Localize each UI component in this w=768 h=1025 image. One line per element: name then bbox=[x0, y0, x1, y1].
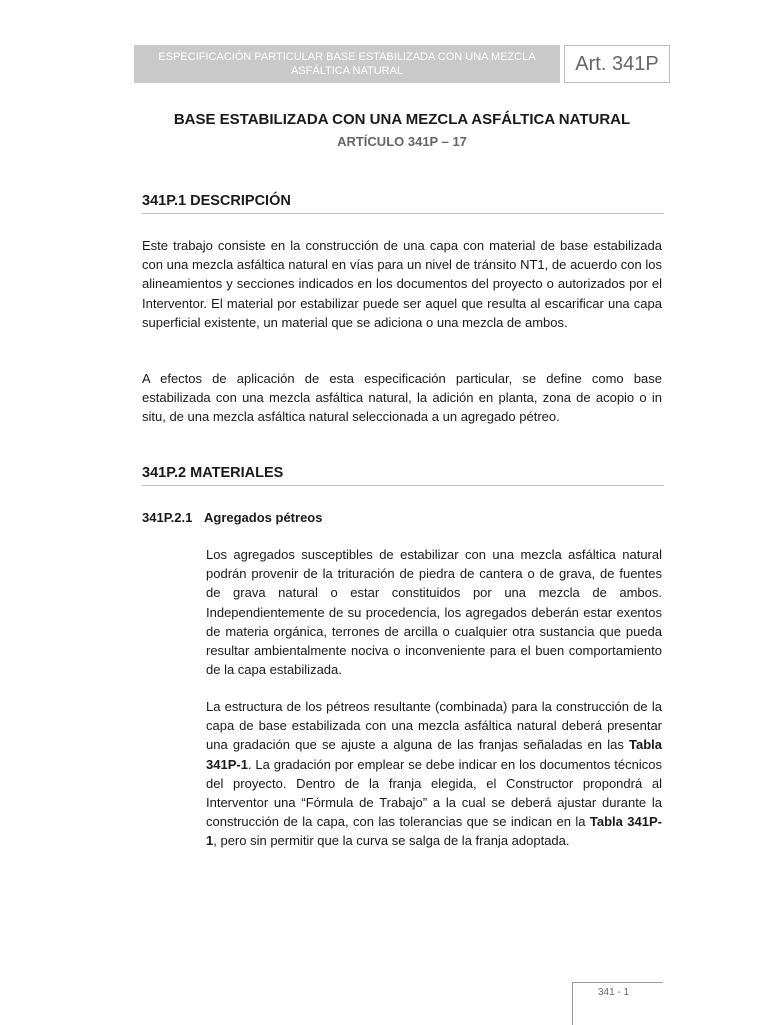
subsection-number: 341P.2.1 bbox=[142, 510, 193, 525]
page-header bbox=[134, 45, 670, 83]
table-reference: Tabla 341P-1 bbox=[206, 737, 662, 772]
paragraph-agregados-1: Los agregados susceptibles de estabilizar con una mezcla asfáltica natural podrán provenir de la trituración de piedra de cantera o de grava, de fuentes de grava natural o estar constituidos por una mezcla de ambos. Independientemente de su procedencia, los agregados deberán estar exentos de materia orgánica, terrones de arcilla o cualquier otra sustancia que pueda resultar ambientalmente nociva o inconveniente para el buen comportamiento de la capa estabilizada. bbox=[206, 547, 662, 678]
document-subtitle: ARTÍCULO 341P – 17 bbox=[337, 134, 467, 149]
page-number: 341 - 1 bbox=[598, 987, 630, 998]
document-title: BASE ESTABILIZADA CON UNA MEZCLA ASFÁLTICA NATURAL bbox=[173, 111, 631, 128]
header-banner-text: ESPECIFICACIÓN PARTICULAR BASE ESTABILIZADA CON UNA MEZCLA ASFÁLTICA NATURAL bbox=[158, 51, 536, 77]
paragraph-descripcion-1: Este trabajo consiste en la construcción de una capa con material de base estabilizada con una mezcla asfáltica natural en vías para un nivel de tránsito NT1, de acuerdo con los alineamientos y secciones indicados en los documentos del proyecto o autorizados por el Interventor. El material por estabilizar puede ser aquel que resulta al escarificar una capa superficial existente, un material que se adiciona o una mezcla de ambos. bbox=[142, 238, 662, 330]
subsection-heading-agregados bbox=[142, 510, 322, 525]
header-banner bbox=[134, 45, 560, 83]
paragraph-descripcion-2: A efectos de aplicación de esta especificación particular, se define como base estabilizada con una mezcla asfáltica natural, la adición en planta, zona de acopio o in situ, de una mezcla asfáltica natural seleccionada a un agregado pétreo. bbox=[142, 371, 662, 425]
paragraph-agregados-2 bbox=[206, 697, 662, 851]
subsection-title: Agregados pétreos bbox=[204, 510, 323, 525]
paragraph-text: . La gradación por emplear se debe indicar en los documentos técnicos del proyecto. Dentro de la franja elegida, el Constructor propondrá al Interventor una “Fórmula de Trabajo” a la cual se deberá ajustar durante la construcción de la capa, con las tolerancias que se indican en la bbox=[206, 756, 662, 830]
paragraph-text: La estructura de los pétreos resultante (combinada) para la construcción de la capa de base estabilizada con una mezcla asfáltica natural deberá presentar una gradación que se ajuste a alguna de las franjas señaladas en las bbox=[206, 699, 662, 753]
article-code: Art. 341P bbox=[575, 52, 659, 75]
paragraph-text: , pero sin permitir que la curva se salga de la franja adoptada. bbox=[213, 833, 570, 849]
article-code-box bbox=[564, 45, 670, 83]
section-heading-descripcion: 341P.1 DESCRIPCIÓN bbox=[142, 193, 664, 214]
section-heading-materiales: 341P.2 MATERIALES bbox=[142, 465, 664, 486]
table-reference: Tabla 341P-1 bbox=[206, 814, 662, 849]
